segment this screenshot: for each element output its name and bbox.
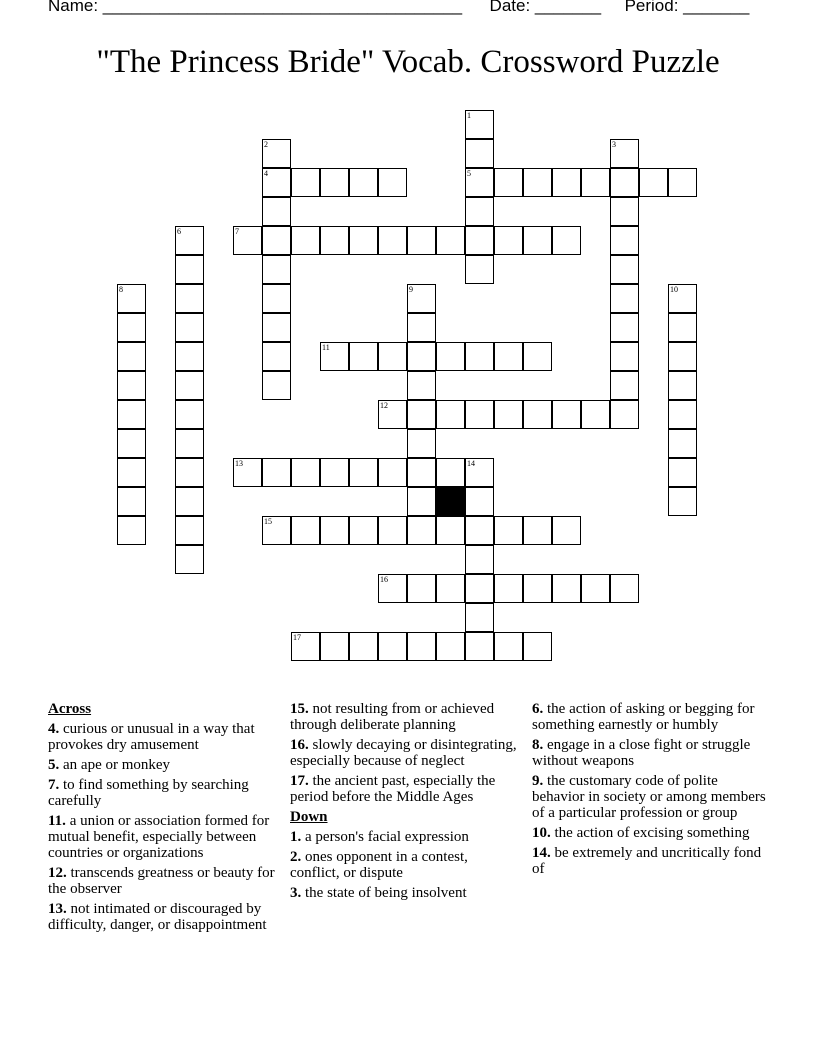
grid-cell[interactable] <box>262 197 291 226</box>
grid-cell[interactable] <box>552 168 581 197</box>
clue-13 <box>48 901 282 933</box>
across-heading: Across <box>48 701 92 717</box>
cell-number: 7 <box>235 227 239 236</box>
grid-cell[interactable] <box>320 342 349 371</box>
grid-cell[interactable] <box>349 458 378 487</box>
grid-cell[interactable] <box>610 226 639 255</box>
clue-number: 1. <box>290 829 302 845</box>
down-clue-list <box>290 829 518 901</box>
cell-number: 4 <box>264 169 268 178</box>
grid-cell[interactable] <box>407 371 436 400</box>
grid-cell[interactable] <box>610 313 639 342</box>
grid-cell[interactable] <box>494 342 523 371</box>
grid-cell[interactable] <box>407 313 436 342</box>
cell-number: 12 <box>380 401 388 410</box>
grid-cell[interactable] <box>407 400 436 429</box>
grid-cell[interactable] <box>523 632 552 661</box>
grid-cell[interactable] <box>552 516 581 545</box>
grid-cell[interactable] <box>320 168 349 197</box>
clue-number: 8. <box>532 737 544 753</box>
clue-16 <box>290 737 518 769</box>
grid-cell[interactable] <box>175 342 204 371</box>
grid-cell[interactable] <box>320 516 349 545</box>
clue-number: 11. <box>48 813 66 829</box>
grid-cell[interactable] <box>407 516 436 545</box>
grid-cell[interactable] <box>262 255 291 284</box>
clue-text: not resulting from or achieved through deliberate planning <box>290 701 495 733</box>
grid-cell[interactable] <box>175 255 204 284</box>
clue-text: a person's facial expression <box>301 829 469 845</box>
grid-cell[interactable] <box>668 284 697 313</box>
grid-cell[interactable] <box>494 516 523 545</box>
grid-cell[interactable] <box>436 458 465 487</box>
clue-text: an ape or monkey <box>59 757 171 773</box>
date-field[interactable]: Date: _______ <box>489 0 602 15</box>
grid-cell[interactable] <box>465 574 494 603</box>
clue-number: 4. <box>48 721 60 737</box>
clue-number: 16. <box>290 737 309 753</box>
grid-cell[interactable] <box>668 458 697 487</box>
grid-cell[interactable] <box>262 342 291 371</box>
grid-cell[interactable] <box>175 284 204 313</box>
clue-9 <box>532 773 768 821</box>
grid-cell[interactable] <box>233 226 262 255</box>
grid-cell[interactable] <box>494 168 523 197</box>
grid-cell[interactable] <box>465 226 494 255</box>
clue-number: 14. <box>532 845 551 861</box>
grid-cell[interactable] <box>175 429 204 458</box>
grid-cell[interactable] <box>407 429 436 458</box>
cell-number: 5 <box>467 169 471 178</box>
clue-text: curious or unusual in a way that provokes dry amusement <box>48 721 255 753</box>
grid-cell[interactable] <box>175 487 204 516</box>
clue-2 <box>290 849 518 881</box>
grid-cell[interactable] <box>349 226 378 255</box>
clue-number: 5. <box>48 757 60 773</box>
grid-cell[interactable] <box>552 226 581 255</box>
period-field[interactable]: Period: _______ <box>624 0 750 15</box>
grid-cell[interactable] <box>610 574 639 603</box>
clue-number: 2. <box>290 849 302 865</box>
grid-cell[interactable] <box>349 342 378 371</box>
grid-cell[interactable] <box>465 603 494 632</box>
grid-cell[interactable] <box>291 226 320 255</box>
clue-text: not intimated or discouraged by difficulty, danger, or disappointment <box>48 901 267 933</box>
grid-cell[interactable] <box>523 516 552 545</box>
clue-4 <box>48 721 282 753</box>
grid-cell[interactable] <box>639 168 668 197</box>
grid-cell[interactable] <box>349 168 378 197</box>
grid-cell[interactable] <box>494 632 523 661</box>
grid-cell[interactable] <box>378 458 407 487</box>
across-clue-list-continued <box>290 701 518 805</box>
grid-cell[interactable] <box>378 342 407 371</box>
grid-cell[interactable] <box>117 400 146 429</box>
clue-text: the action of asking or begging for something earnestly or humbly <box>532 701 755 733</box>
grid-cell[interactable] <box>523 342 552 371</box>
clue-8 <box>532 737 768 769</box>
grid-cell[interactable] <box>668 342 697 371</box>
grid-cell[interactable] <box>668 168 697 197</box>
grid-cell[interactable] <box>407 632 436 661</box>
grid-cell[interactable] <box>378 574 407 603</box>
grid-cell[interactable] <box>465 255 494 284</box>
grid-cell[interactable] <box>668 313 697 342</box>
clue-column-2 <box>290 701 518 905</box>
grid-cell[interactable] <box>378 516 407 545</box>
puzzle-title: "The Princess Bride" Vocab. Crossword Puzzle <box>96 44 720 80</box>
grid-cell[interactable] <box>581 400 610 429</box>
grid-cell[interactable] <box>436 342 465 371</box>
grid-cell[interactable] <box>523 574 552 603</box>
down-heading: Down <box>290 809 328 825</box>
grid-cell[interactable] <box>523 400 552 429</box>
clue-text: the ancient past, especially the period before the Middle Ages <box>290 773 496 805</box>
grid-cell[interactable] <box>262 458 291 487</box>
clue-text: transcends greatness or beauty for the observer <box>48 865 275 897</box>
clue-number: 13. <box>48 901 67 917</box>
grid-cell[interactable] <box>117 516 146 545</box>
clue-number: 10. <box>532 825 551 841</box>
grid-cell[interactable] <box>378 632 407 661</box>
clue-number: 9. <box>532 773 544 789</box>
grid-cell[interactable] <box>291 458 320 487</box>
grid-cell[interactable] <box>494 400 523 429</box>
grid-cell[interactable] <box>552 574 581 603</box>
grid-cell[interactable] <box>175 545 204 574</box>
clue-text: a union or association formed for mutual benefit, especially between countries or organizations <box>48 813 270 861</box>
clue-text: slowly decaying or disintegrating, especially because of neglect <box>290 737 517 769</box>
clue-text: engage in a close fight or struggle without weapons <box>532 737 751 769</box>
clue-5 <box>48 757 282 773</box>
grid-cell[interactable] <box>523 226 552 255</box>
grid-cell[interactable] <box>610 342 639 371</box>
grid-cell[interactable] <box>117 429 146 458</box>
clue-3 <box>290 885 518 901</box>
grid-cell[interactable] <box>291 632 320 661</box>
grid-cell[interactable] <box>610 371 639 400</box>
grid-cell[interactable] <box>378 226 407 255</box>
cell-number: 8 <box>119 285 123 294</box>
grid-cell[interactable] <box>407 487 436 516</box>
name-field[interactable]: Name: ______________________________________ <box>48 0 463 15</box>
clue-column-3 <box>532 701 768 881</box>
clue-12 <box>48 865 282 897</box>
grid-cell[interactable] <box>610 139 639 168</box>
grid-cell[interactable] <box>610 284 639 313</box>
grid-cell[interactable] <box>117 342 146 371</box>
grid-cell[interactable] <box>378 400 407 429</box>
grid-cell[interactable] <box>407 342 436 371</box>
grid-cell[interactable] <box>465 342 494 371</box>
clue-6 <box>532 701 768 733</box>
grid-cell[interactable] <box>581 168 610 197</box>
clue-text: be extremely and uncritically fond of <box>532 845 762 877</box>
cell-number: 15 <box>264 517 272 526</box>
grid-cell[interactable] <box>465 545 494 574</box>
clue-text: the state of being insolvent <box>301 885 467 901</box>
grid-cell[interactable] <box>610 197 639 226</box>
grid-cell[interactable] <box>407 458 436 487</box>
grid-cell[interactable] <box>552 400 581 429</box>
grid-cell[interactable] <box>117 458 146 487</box>
grid-cell[interactable] <box>610 168 639 197</box>
grid-cell[interactable] <box>465 197 494 226</box>
clue-number: 3. <box>290 885 302 901</box>
grid-cell[interactable] <box>407 284 436 313</box>
grid-cell[interactable] <box>668 400 697 429</box>
grid-cell[interactable] <box>175 400 204 429</box>
across-clue-list <box>48 721 282 933</box>
grid-cell[interactable] <box>436 226 465 255</box>
clue-15 <box>290 701 518 733</box>
grid-cell[interactable] <box>320 458 349 487</box>
black-cell <box>436 487 465 516</box>
grid-cell[interactable] <box>436 400 465 429</box>
grid-cell[interactable] <box>349 516 378 545</box>
grid-cell[interactable] <box>262 313 291 342</box>
grid-cell[interactable] <box>668 487 697 516</box>
grid-cell[interactable] <box>465 400 494 429</box>
grid-cell[interactable] <box>668 429 697 458</box>
cell-number: 14 <box>467 459 475 468</box>
grid-cell[interactable] <box>262 139 291 168</box>
clue-text: the customary code of polite behavior in society or among members of a particular profession or group <box>532 773 766 821</box>
grid-cell[interactable] <box>581 574 610 603</box>
clue-text: ones opponent in a contest, conflict, or dispute <box>290 849 468 881</box>
clue-number: 12. <box>48 865 67 881</box>
grid-cell[interactable] <box>610 400 639 429</box>
grid-cell[interactable] <box>436 516 465 545</box>
grid-cell[interactable] <box>291 168 320 197</box>
clue-number: 17. <box>290 773 309 789</box>
cell-number: 13 <box>235 459 243 468</box>
clue-number: 15. <box>290 701 309 717</box>
clue-column-1 <box>48 701 282 937</box>
clue-number: 7. <box>48 777 60 793</box>
grid-cell[interactable] <box>436 632 465 661</box>
cell-number: 11 <box>322 343 330 352</box>
grid-cell[interactable] <box>465 487 494 516</box>
cell-number: 10 <box>670 285 678 294</box>
clue-10 <box>532 825 768 841</box>
grid-cell[interactable] <box>117 313 146 342</box>
cell-number: 2 <box>264 140 268 149</box>
cell-number: 16 <box>380 575 388 584</box>
cell-number: 3 <box>612 140 616 149</box>
grid-cell[interactable] <box>436 574 465 603</box>
cell-number: 17 <box>293 633 301 642</box>
grid-cell[interactable] <box>175 371 204 400</box>
clue-7 <box>48 777 282 809</box>
grid-cell[interactable] <box>175 313 204 342</box>
clue-text: the action of excising something <box>550 825 750 841</box>
grid-cell[interactable] <box>407 226 436 255</box>
grid-cell[interactable] <box>233 458 262 487</box>
grid-cell[interactable] <box>320 632 349 661</box>
clue-14 <box>532 845 768 877</box>
grid-cell[interactable] <box>320 226 349 255</box>
grid-cell[interactable] <box>117 371 146 400</box>
clue-1 <box>290 829 518 845</box>
cell-number: 1 <box>467 111 471 120</box>
grid-cell[interactable] <box>175 226 204 255</box>
grid-cell[interactable] <box>610 255 639 284</box>
grid-cell[interactable] <box>494 226 523 255</box>
grid-cell[interactable] <box>349 632 378 661</box>
grid-cell[interactable] <box>262 371 291 400</box>
grid-cell[interactable] <box>175 516 204 545</box>
grid-cell[interactable] <box>117 284 146 313</box>
grid-cell[interactable] <box>494 574 523 603</box>
grid-cell[interactable] <box>465 110 494 139</box>
cell-number: 9 <box>409 285 413 294</box>
cell-number: 6 <box>177 227 181 236</box>
down-clue-list-continued <box>532 701 768 877</box>
grid-cell[interactable] <box>668 371 697 400</box>
grid-cell[interactable] <box>465 168 494 197</box>
grid-cell[interactable] <box>175 458 204 487</box>
grid-cell[interactable] <box>262 516 291 545</box>
grid-cell[interactable] <box>407 574 436 603</box>
grid-cell[interactable] <box>465 458 494 487</box>
grid-cell[interactable] <box>523 168 552 197</box>
grid-cell[interactable] <box>465 139 494 168</box>
grid-cell[interactable] <box>262 226 291 255</box>
grid-cell[interactable] <box>465 516 494 545</box>
grid-cell[interactable] <box>117 487 146 516</box>
clue-text: to find something by searching carefully <box>48 777 249 809</box>
clue-number: 6. <box>532 701 544 717</box>
grid-cell[interactable] <box>262 284 291 313</box>
grid-cell[interactable] <box>291 516 320 545</box>
clue-17 <box>290 773 518 805</box>
grid-cell[interactable] <box>378 168 407 197</box>
grid-cell[interactable] <box>262 168 291 197</box>
clue-11 <box>48 813 282 861</box>
grid-cell[interactable] <box>465 632 494 661</box>
